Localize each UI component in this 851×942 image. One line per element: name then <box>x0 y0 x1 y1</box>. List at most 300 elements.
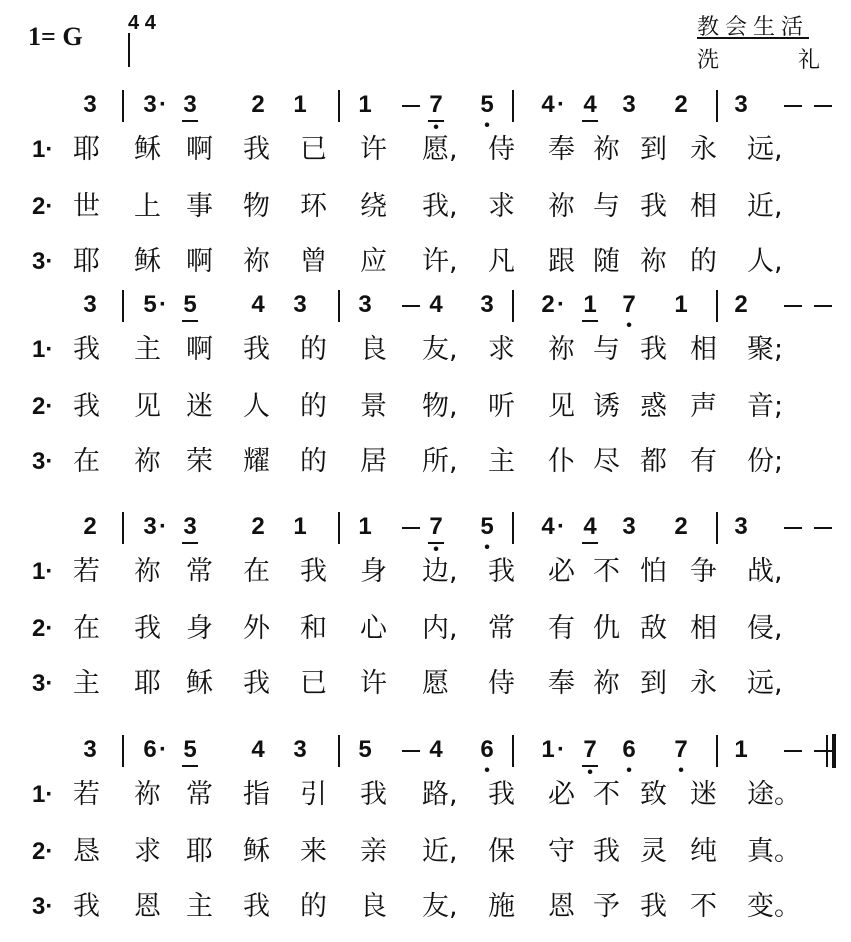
note-3 <box>728 92 754 118</box>
lyric-char: 常 <box>488 613 515 644</box>
low-octave-dot: • <box>433 541 439 558</box>
lyric-char: 见 <box>134 391 161 422</box>
lyric-char: 敌 <box>640 613 667 644</box>
lyric-char: 居 <box>360 446 387 477</box>
note-digit: 3 <box>358 291 372 318</box>
barline <box>512 90 514 122</box>
lyric-char: 惑 <box>640 391 667 422</box>
note-3 <box>77 92 103 118</box>
lyric-char: 的 <box>300 891 327 922</box>
note-1 <box>728 737 754 763</box>
lyric-line-verse-1 <box>0 556 851 592</box>
note-1 <box>668 292 694 318</box>
verse-number: 2· <box>32 193 54 220</box>
sustain-dash <box>814 527 832 529</box>
lyric-char: 的 <box>300 334 327 365</box>
note-digit: 1 <box>674 291 688 318</box>
barline <box>716 512 718 544</box>
note-digit: 3 <box>83 291 97 318</box>
note-6 <box>137 736 167 763</box>
lyric-char: 见 <box>548 391 575 422</box>
note-2 <box>245 92 271 118</box>
notation-row <box>0 290 851 334</box>
note-4 <box>535 91 565 118</box>
lyric-char: 都 <box>640 446 667 477</box>
note-digit: 2 <box>83 513 97 540</box>
lyric-char: 愿, <box>422 134 458 165</box>
sustain-dash <box>402 305 420 307</box>
lyric-char: 随 <box>593 246 620 277</box>
lyric-char: 愿 <box>422 668 449 699</box>
lyric-char: 稣 <box>186 668 213 699</box>
lyric-line-verse-3 <box>0 891 851 927</box>
verse-number: 2· <box>32 393 54 420</box>
barline <box>122 290 124 322</box>
lyric-char: 事 <box>186 191 213 222</box>
lyric-char: 我 <box>134 613 161 644</box>
lyric-line-verse-3 <box>0 668 851 704</box>
note-6 <box>616 736 642 779</box>
note-digit: 1 <box>358 91 372 118</box>
lyric-char: 我 <box>243 134 270 165</box>
lyric-char: 来 <box>300 836 327 867</box>
lyric-char: 已 <box>300 668 327 699</box>
note-1 <box>352 92 378 118</box>
lyric-char: 若 <box>73 556 100 587</box>
lyric-char: 环 <box>300 191 327 222</box>
lyric-char: 主 <box>186 891 213 922</box>
low-octave-dot: • <box>484 539 490 556</box>
note-digit: 2 <box>541 291 555 318</box>
barline <box>716 290 718 322</box>
lyric-line-verse-2 <box>0 836 851 872</box>
note-3 <box>474 292 500 318</box>
lyric-char: 友, <box>422 334 458 365</box>
verse-number: 1· <box>32 781 54 808</box>
lyric-char: 耶 <box>134 668 161 699</box>
lyric-char: 上 <box>134 191 161 222</box>
note-5 <box>177 292 203 318</box>
final-barline-thick <box>832 734 836 768</box>
lyric-char: 物 <box>243 191 270 222</box>
barline <box>122 90 124 122</box>
lyric-char: 不 <box>690 891 717 922</box>
note-6 <box>474 736 500 779</box>
augmentation-dot: · <box>159 291 167 318</box>
sustain-dash <box>402 105 420 107</box>
augmentation-dot: · <box>159 513 167 540</box>
verse-number: 1· <box>32 336 54 363</box>
note-1 <box>535 736 565 763</box>
lyric-char: 在 <box>73 613 100 644</box>
lyric-char: 仆 <box>548 446 575 477</box>
lyric-char: 施 <box>488 891 515 922</box>
note-2 <box>535 291 565 318</box>
lyric-char: 和 <box>300 613 327 644</box>
lyric-char: 我 <box>73 891 100 922</box>
verse-number: 2· <box>32 838 54 865</box>
lyric-char: 相 <box>690 334 717 365</box>
note-3 <box>287 737 313 763</box>
source-credit: 教会生活 <box>697 15 810 40</box>
lyric-char: 心 <box>360 613 387 644</box>
lyric-char: 到 <box>640 134 667 165</box>
augmentation-dot: · <box>159 736 167 763</box>
note-digit: 2 <box>674 513 688 540</box>
lyric-char: 祢 <box>548 191 575 222</box>
notation-row <box>0 512 851 558</box>
note-digit: 1 <box>541 736 555 763</box>
lyric-char: 侵, <box>747 613 783 644</box>
lyric-line-verse-2 <box>0 391 851 427</box>
lyric-char: 侍 <box>488 668 515 699</box>
lyric-char: 主 <box>73 668 100 699</box>
category-char-1: 洗 <box>697 48 720 73</box>
barline <box>338 290 340 322</box>
note-4 <box>245 737 271 763</box>
note-digit: 5 <box>480 91 494 118</box>
lyric-char: 求 <box>488 334 515 365</box>
verse-number: 3· <box>32 893 54 920</box>
lyric-char: 祢 <box>593 668 620 699</box>
lyric-char: 我 <box>243 891 270 922</box>
sustain-dash <box>784 305 802 307</box>
note-2 <box>728 292 754 318</box>
low-octave-dot: • <box>678 762 684 779</box>
note-digit: 7 <box>429 91 443 118</box>
note-3 <box>616 92 642 118</box>
lyric-char: 祢 <box>548 334 575 365</box>
lyric-char: 边, <box>422 556 458 587</box>
lyric-char: 相 <box>690 613 717 644</box>
lyric-char: 应 <box>360 246 387 277</box>
lyric-char: 声 <box>690 391 717 422</box>
note-digit: 3 <box>143 513 157 540</box>
sustain-dash <box>784 750 802 752</box>
lyric-char: 不 <box>593 556 620 587</box>
key-signature: 1= G <box>28 22 83 51</box>
lyric-char: 我 <box>488 556 515 587</box>
lyric-line-verse-2 <box>0 191 851 227</box>
lyric-char: 耀 <box>243 446 270 477</box>
verse-number: 3· <box>32 248 54 275</box>
note-digit: 7 <box>429 513 443 540</box>
lyric-char: 近, <box>422 836 458 867</box>
lyric-char: 许 <box>360 668 387 699</box>
barline <box>338 512 340 544</box>
eighth-underline <box>182 320 198 322</box>
note-digit: 4 <box>541 513 555 540</box>
note-4 <box>577 92 603 118</box>
low-octave-dot: • <box>626 762 632 779</box>
lyric-char: 求 <box>488 191 515 222</box>
lyric-char: 我 <box>640 891 667 922</box>
lyric-char: 的 <box>300 391 327 422</box>
lyric-char: 人 <box>243 391 270 422</box>
sustain-dash <box>402 750 420 752</box>
lyric-char: 远, <box>747 668 783 699</box>
lyric-char: 许, <box>422 246 458 277</box>
note-digit: 3 <box>83 736 97 763</box>
sustain-dash <box>814 750 832 752</box>
note-digit: 2 <box>674 91 688 118</box>
lyric-char: 若 <box>73 779 100 810</box>
note-7 <box>616 291 642 334</box>
lyric-line-verse-1 <box>0 134 851 170</box>
lyric-char: 祢 <box>134 556 161 587</box>
augmentation-dot: · <box>557 736 565 763</box>
lyric-char: 我, <box>422 191 458 222</box>
note-1 <box>577 292 603 318</box>
note-7 <box>668 736 694 779</box>
lyric-char: 在 <box>73 446 100 477</box>
barline <box>338 90 340 122</box>
lyric-char: 祢 <box>640 246 667 277</box>
lyric-char: 求 <box>134 836 161 867</box>
lyric-char: 已 <box>300 134 327 165</box>
lyric-char: 常 <box>186 556 213 587</box>
lyric-char: 战, <box>747 556 783 587</box>
verse-number: 1· <box>32 558 54 585</box>
note-4 <box>245 292 271 318</box>
lyric-char: 我 <box>640 334 667 365</box>
lyric-char: 我 <box>640 191 667 222</box>
note-digit: 5 <box>143 291 157 318</box>
verse-number: 2· <box>32 615 54 642</box>
lyric-char: 听 <box>488 391 515 422</box>
note-digit: 2 <box>251 91 265 118</box>
lyric-char: 亲 <box>360 836 387 867</box>
augmentation-dot: · <box>557 291 565 318</box>
low-octave-dot: • <box>484 117 490 134</box>
augmentation-dot: · <box>557 513 565 540</box>
note-digit: 4 <box>429 736 443 763</box>
lyric-char: 身 <box>186 613 213 644</box>
sustain-dash <box>784 105 802 107</box>
note-digit: 7 <box>622 291 636 318</box>
lyric-char: 引 <box>300 779 327 810</box>
note-3 <box>137 513 167 540</box>
note-5 <box>137 291 167 318</box>
lyric-char: 常 <box>186 779 213 810</box>
note-digit: 6 <box>143 736 157 763</box>
lyric-char: 啊 <box>186 246 213 277</box>
lyric-char: 荣 <box>186 446 213 477</box>
note-digit: 3 <box>143 91 157 118</box>
lyric-char: 近, <box>747 191 783 222</box>
note-3 <box>352 292 378 318</box>
barline <box>716 90 718 122</box>
barline <box>512 512 514 544</box>
note-7 <box>577 736 603 781</box>
lyric-char: 凡 <box>488 246 515 277</box>
lyric-char: 稣 <box>134 134 161 165</box>
lyric-char: 奉 <box>548 668 575 699</box>
lyric-char: 的 <box>690 246 717 277</box>
lyric-char: 保 <box>488 836 515 867</box>
lyric-char: 守 <box>548 836 575 867</box>
eighth-underline <box>182 120 198 122</box>
note-digit: 3 <box>183 91 197 118</box>
final-barline-thin <box>826 735 828 767</box>
lyric-char: 人, <box>747 246 783 277</box>
time-signature-top: 4 <box>128 12 140 34</box>
lyric-char: 良 <box>360 334 387 365</box>
lyric-char: 我 <box>360 779 387 810</box>
lyric-char: 永 <box>690 668 717 699</box>
note-digit: 3 <box>622 91 636 118</box>
note-digit: 1 <box>734 736 748 763</box>
note-digit: 2 <box>734 291 748 318</box>
lyric-char: 聚; <box>747 334 784 365</box>
lyric-char: 相 <box>690 191 717 222</box>
eighth-underline <box>582 542 598 544</box>
lyric-char: 友, <box>422 891 458 922</box>
note-4 <box>423 292 449 318</box>
lyric-char: 与 <box>593 191 620 222</box>
lyric-char: 仇 <box>593 613 620 644</box>
note-5 <box>474 513 500 556</box>
lyric-char: 外 <box>243 613 270 644</box>
note-digit: 3 <box>83 91 97 118</box>
lyric-char: 迷 <box>690 779 717 810</box>
lyric-char: 纯 <box>690 836 717 867</box>
barline <box>512 735 514 767</box>
lyric-char: 在 <box>243 556 270 587</box>
note-7 <box>423 513 449 558</box>
note-digit: 4 <box>251 736 265 763</box>
sustain-dash <box>814 305 832 307</box>
lyric-char: 我 <box>300 556 327 587</box>
sustain-dash <box>784 527 802 529</box>
lyric-char: 指 <box>243 779 270 810</box>
note-digit: 1 <box>358 513 372 540</box>
lyric-char: 耶 <box>73 246 100 277</box>
verse-number: 3· <box>32 670 54 697</box>
barline <box>716 735 718 767</box>
lyric-line-verse-1 <box>0 334 851 370</box>
lyric-char: 迷 <box>186 391 213 422</box>
lyric-char: 路, <box>422 779 458 810</box>
barline <box>338 735 340 767</box>
eighth-underline <box>182 765 198 767</box>
note-digit: 6 <box>480 736 494 763</box>
note-digit: 7 <box>583 736 597 763</box>
note-2 <box>668 514 694 540</box>
lyric-char: 途。 <box>747 779 801 810</box>
note-5 <box>177 737 203 763</box>
lyric-char: 致 <box>640 779 667 810</box>
lyric-char: 啊 <box>186 134 213 165</box>
lyric-char: 音; <box>747 391 784 422</box>
note-digit: 3 <box>734 513 748 540</box>
lyric-char: 必 <box>548 779 575 810</box>
lyric-char: 所, <box>422 446 458 477</box>
lyric-char: 远, <box>747 134 783 165</box>
note-digit: 4 <box>583 91 597 118</box>
lyric-char: 我 <box>73 391 100 422</box>
note-digit: 3 <box>293 291 307 318</box>
lyric-char: 许 <box>360 134 387 165</box>
lyric-char: 诱 <box>593 391 620 422</box>
lyric-char: 内, <box>422 613 458 644</box>
note-digit: 1 <box>293 513 307 540</box>
note-1 <box>352 514 378 540</box>
barline <box>512 290 514 322</box>
note-digit: 4 <box>251 291 265 318</box>
lyric-char: 跟 <box>548 246 575 277</box>
time-signature-bottom: 4 <box>144 12 156 34</box>
lyric-char: 恩 <box>134 891 161 922</box>
note-5 <box>474 91 500 134</box>
note-3 <box>137 91 167 118</box>
lyric-char: 变。 <box>747 891 801 922</box>
lyric-char: 尽 <box>593 446 620 477</box>
lyric-char: 稣 <box>134 246 161 277</box>
note-3 <box>77 292 103 318</box>
note-3 <box>77 737 103 763</box>
lyric-char: 物, <box>422 391 458 422</box>
note-digit: 3 <box>734 91 748 118</box>
lyric-char: 稣 <box>243 836 270 867</box>
note-3 <box>728 514 754 540</box>
lyric-char: 争 <box>690 556 717 587</box>
lyric-char: 份; <box>747 446 784 477</box>
note-1 <box>287 514 313 540</box>
note-digit: 4 <box>429 291 443 318</box>
lyric-char: 我 <box>73 334 100 365</box>
lyric-char: 曾 <box>300 246 327 277</box>
lyric-char: 侍 <box>488 134 515 165</box>
lyric-char: 主 <box>134 334 161 365</box>
lyric-char: 奉 <box>548 134 575 165</box>
lyric-char: 我 <box>243 334 270 365</box>
note-digit: 5 <box>358 736 372 763</box>
lyric-char: 景 <box>360 391 387 422</box>
lyric-char: 恳 <box>73 836 100 867</box>
note-digit: 5 <box>183 291 197 318</box>
lyric-char: 身 <box>360 556 387 587</box>
lyric-char: 祢 <box>134 446 161 477</box>
lyric-char: 予 <box>593 891 620 922</box>
lyric-char: 我 <box>488 779 515 810</box>
time-signature-line <box>128 33 130 67</box>
note-4 <box>577 514 603 540</box>
notation-row <box>0 90 851 136</box>
lyric-char: 祢 <box>134 779 161 810</box>
augmentation-dot: · <box>557 91 565 118</box>
lyric-line-verse-2 <box>0 613 851 649</box>
barline <box>122 735 124 767</box>
note-5 <box>352 737 378 763</box>
note-digit: 1 <box>293 91 307 118</box>
verse-number: 3· <box>32 448 54 475</box>
category-char-2: 礼 <box>798 48 821 73</box>
note-digit: 4 <box>541 91 555 118</box>
lyric-char: 怕 <box>640 556 667 587</box>
note-1 <box>287 92 313 118</box>
note-digit: 4 <box>583 513 597 540</box>
notation-row <box>0 735 851 781</box>
lyric-char: 绕 <box>360 191 387 222</box>
lyric-char: 必 <box>548 556 575 587</box>
note-3 <box>287 292 313 318</box>
low-octave-dot: • <box>587 764 593 781</box>
note-digit: 6 <box>622 736 636 763</box>
lyric-char: 耶 <box>73 134 100 165</box>
lyric-char: 灵 <box>640 836 667 867</box>
note-2 <box>245 514 271 540</box>
